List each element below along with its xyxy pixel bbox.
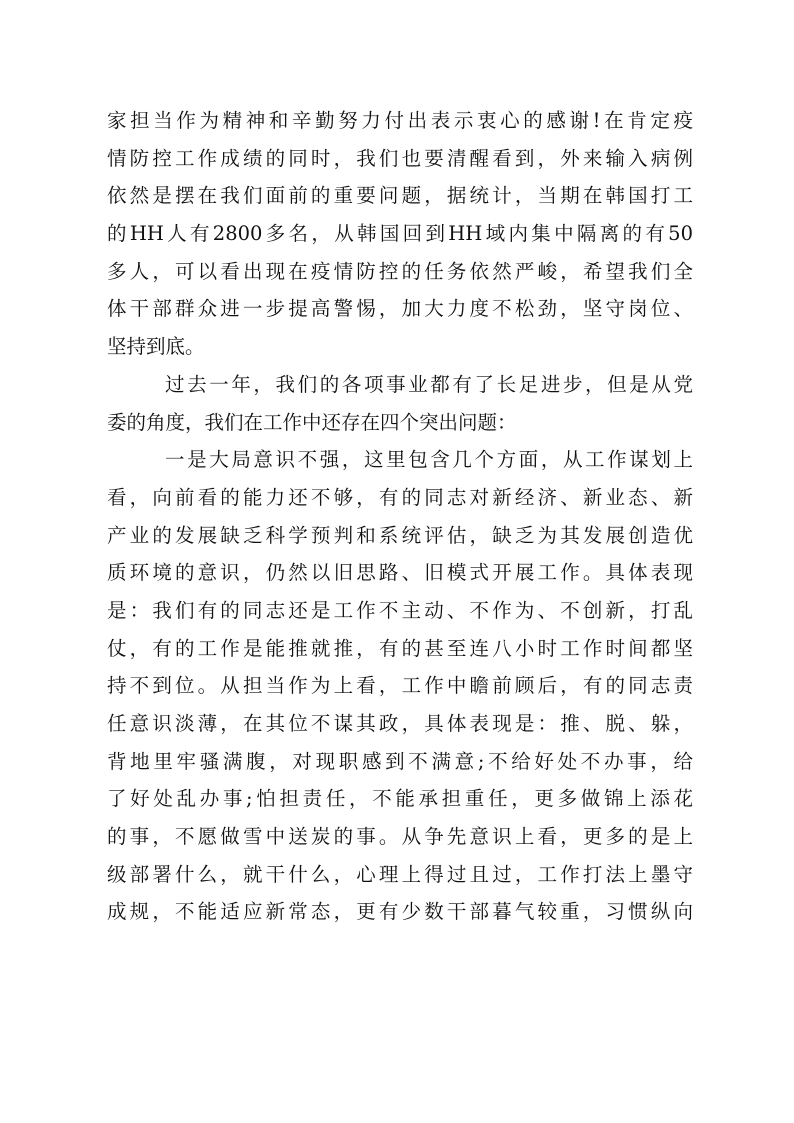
text-line: 任意识淡薄，在其位不谋其政，具体表现是：推、脱、躲， <box>107 712 693 735</box>
paragraph-start-line: 一是大局意识不强，这里包含几个方面，从工作谋划上 <box>165 448 693 472</box>
text-line: 家担当作为精神和辛勤努力付出表示衷心的感谢!在肯定疫 <box>107 109 693 132</box>
text-line: 质环境的意识，仍然以旧思路、旧模式开展工作。具体表现 <box>107 561 693 585</box>
paragraph-end-line: 坚持到底。 <box>107 335 205 359</box>
body-text <box>107 102 693 931</box>
text-line: 持不到位。从担当作为上看，工作中瞻前顾后，有的同志责 <box>107 674 693 698</box>
text-line: 背地里牢骚满腹，对现职感到不满意;不给好处不办事，给 <box>107 749 693 773</box>
text-line: 成规，不能适应新常态，更有少数干部暮气较重，习惯纵向 <box>107 900 693 924</box>
text-line: 的事，不愿做雪中送炭的事。从争先意识上看，更多的是上 <box>107 825 693 849</box>
text-line: 了好处乱办事;怕担责任，不能承担重任，更多做锦上添花 <box>107 787 693 811</box>
text-line: 体干部群众进一步提高警惕，加大力度不松劲，坚守岗位、 <box>107 297 693 321</box>
text-line: 看，向前看的能力还不够，有的同志对新经济、新业态、新 <box>107 485 693 509</box>
text-line: 是：我们有的同志还是工作不主动、不作为、不创新，打乱 <box>107 598 693 622</box>
text-line: 级部署什么，就干什么，心理上得过且过，工作打法上墨守 <box>107 862 693 886</box>
paragraph-end-line: 委的角度，我们在工作中还存在四个突出问题： <box>107 410 517 434</box>
paragraph-start-line: 过去一年，我们的各项事业都有了长足进步，但是从党 <box>165 372 693 396</box>
text-line: 情防控工作成绩的同时，我们也要清醒看到，外来输入病例 <box>107 146 693 170</box>
text-line: 产业的发展缺乏科学预判和系统评估，缺乏为其发展创造优 <box>107 523 693 547</box>
text-line: 仗，有的工作是能推就推，有的甚至连八小时工作时间都坚 <box>107 636 693 660</box>
text-line: 依然是摆在我们面前的重要问题，据统计，当期在韩国打工 <box>107 184 693 208</box>
text-line: 的HH人有2800多名，从韩国回到HH域内集中隔离的有50 <box>107 222 693 246</box>
text-line: 多人，可以看出现在疫情防控的任务依然严峻，希望我们全 <box>107 259 693 283</box>
